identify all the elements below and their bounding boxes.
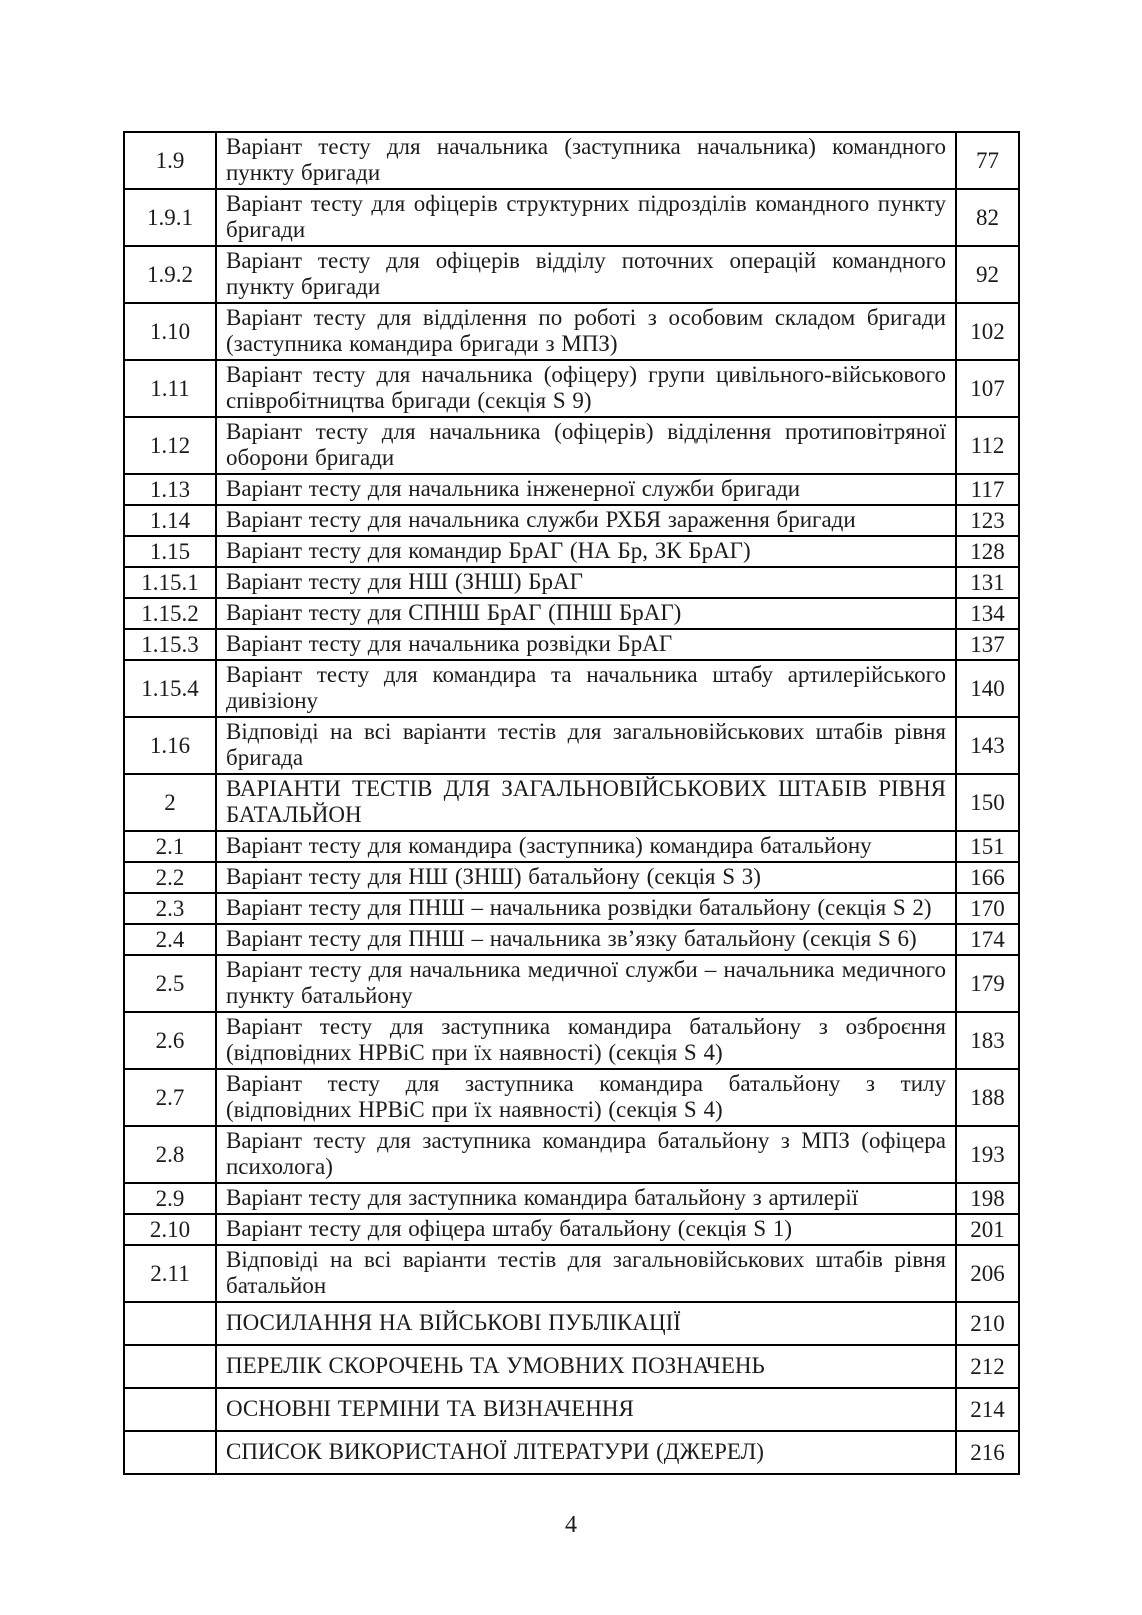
toc-row-page: 166 — [956, 862, 1019, 893]
toc-row-page: 117 — [956, 474, 1019, 505]
toc-row-page: 193 — [956, 1126, 1019, 1183]
toc-row-title: ОСНОВНІ ТЕРМІНИ ТА ВИЗНАЧЕННЯ — [216, 1388, 956, 1431]
toc-row-title: Відповіді на всі варіанти тестів для загальновійськових штабів рівня батальйон — [216, 1245, 956, 1302]
toc-row — [124, 1214, 1019, 1245]
toc-row-title: Варіант тесту для ПНШ – начальника зв’язку батальйону (секція S 6) — [216, 924, 956, 955]
toc-row-number: 1.15.3 — [124, 629, 216, 660]
toc-row-title: Варіант тесту для начальника (офіцеру) групи цивільного-військового співробітництва бригади (секція S 9) — [216, 360, 956, 417]
toc-row — [124, 567, 1019, 598]
toc-row — [124, 1012, 1019, 1069]
toc-row — [124, 189, 1019, 246]
toc-row-number: 1.9 — [124, 132, 216, 189]
toc-row-number: 2 — [124, 774, 216, 831]
toc-row-number: 2.5 — [124, 955, 216, 1012]
toc-row-title: ПЕРЕЛІК СКОРОЧЕНЬ ТА УМОВНИХ ПОЗНАЧЕНЬ — [216, 1345, 956, 1388]
toc-row — [124, 924, 1019, 955]
toc-row-page: 82 — [956, 189, 1019, 246]
toc-row-number — [124, 1388, 216, 1431]
toc-row-title: Варіант тесту для начальника (заступника начальника) командного пункту бригади — [216, 132, 956, 189]
toc-row — [124, 474, 1019, 505]
toc-row-number: 2.7 — [124, 1069, 216, 1126]
toc-row-title: Варіант тесту для НШ (ЗНШ) БрАГ — [216, 567, 956, 598]
toc-row — [124, 774, 1019, 831]
toc-row — [124, 132, 1019, 189]
toc-row-page: 206 — [956, 1245, 1019, 1302]
toc-row-title: Варіант тесту для командир БрАГ (НА Бр, ЗК БрАГ) — [216, 536, 956, 567]
toc-row-number: 2.6 — [124, 1012, 216, 1069]
toc-row-number — [124, 1345, 216, 1388]
toc-row-title: Варіант тесту для командира та начальника штабу артилерійського дивізіону — [216, 660, 956, 717]
toc-row-number — [124, 1302, 216, 1345]
toc-row-number: 2.2 — [124, 862, 216, 893]
toc-row-page: 112 — [956, 417, 1019, 474]
toc-row — [124, 955, 1019, 1012]
toc-row — [124, 536, 1019, 567]
toc-row-number: 1.15.1 — [124, 567, 216, 598]
toc-row — [124, 1183, 1019, 1214]
toc-row-page: 134 — [956, 598, 1019, 629]
toc-row-number: 1.12 — [124, 417, 216, 474]
toc-row-title: Варіант тесту для начальника інженерної служби бригади — [216, 474, 956, 505]
toc-row-title: Варіант тесту для офіцера штабу батальйону (секція S 1) — [216, 1214, 956, 1245]
toc-row — [124, 246, 1019, 303]
toc-row-page: 188 — [956, 1069, 1019, 1126]
toc-row — [124, 505, 1019, 536]
toc-row-page: 150 — [956, 774, 1019, 831]
toc-row — [124, 1431, 1019, 1474]
toc-row-title: Варіант тесту для відділення по роботі з особовим складом бригади (заступника командира бригади з МПЗ) — [216, 303, 956, 360]
toc-row-page: 174 — [956, 924, 1019, 955]
toc-table-body — [124, 132, 1019, 1474]
toc-row-title: Варіант тесту для заступника командира батальйону з МПЗ (офіцера психолога) — [216, 1126, 956, 1183]
toc-row-number: 2.9 — [124, 1183, 216, 1214]
toc-row-title: Варіант тесту для офіцерів відділу поточних операцій командного пункту бригади — [216, 246, 956, 303]
toc-row-page: 210 — [956, 1302, 1019, 1345]
toc-row — [124, 1345, 1019, 1388]
toc-row-title: Варіант тесту для ПНШ – начальника розвідки батальйону (секція S 2) — [216, 893, 956, 924]
toc-row — [124, 717, 1019, 774]
page-number: 4 — [565, 1512, 577, 1538]
toc-row-title: ПОСИЛАННЯ НА ВІЙСЬКОВІ ПУБЛІКАЦІЇ — [216, 1302, 956, 1345]
toc-row-number: 2.10 — [124, 1214, 216, 1245]
toc-row — [124, 629, 1019, 660]
toc-row-title: Варіант тесту для заступника командира батальйону з озброєння (відповідних НРВіС при їх наявності) (секція S 4) — [216, 1012, 956, 1069]
toc-row-number: 2.8 — [124, 1126, 216, 1183]
toc-row-page: 137 — [956, 629, 1019, 660]
toc-row-title: Варіант тесту для заступника командира батальйону з тилу (відповідних НРВіС при їх наявності) (секція S 4) — [216, 1069, 956, 1126]
toc-row-page: 201 — [956, 1214, 1019, 1245]
toc-row-title: Варіант тесту для начальника розвідки БрАГ — [216, 629, 956, 660]
toc-row-number: 1.14 — [124, 505, 216, 536]
toc-row-page: 198 — [956, 1183, 1019, 1214]
toc-row-number: 2.3 — [124, 893, 216, 924]
toc-row-title: Варіант тесту для заступника командира батальйону з артилерії — [216, 1183, 956, 1214]
toc-row-number: 2.4 — [124, 924, 216, 955]
toc-row — [124, 862, 1019, 893]
toc-row-number: 1.16 — [124, 717, 216, 774]
toc-row — [124, 893, 1019, 924]
toc-row — [124, 598, 1019, 629]
toc-row — [124, 1245, 1019, 1302]
toc-row-page: 216 — [956, 1431, 1019, 1474]
toc-row — [124, 303, 1019, 360]
toc-row — [124, 660, 1019, 717]
toc-row-page: 214 — [956, 1388, 1019, 1431]
toc-row-page: 170 — [956, 893, 1019, 924]
toc-row-title: Варіант тесту для начальника служби РХБЯ зараження бригади — [216, 505, 956, 536]
toc-row-page: 212 — [956, 1345, 1019, 1388]
toc-row-page: 123 — [956, 505, 1019, 536]
toc-row-number: 1.13 — [124, 474, 216, 505]
toc-row-title: Варіант тесту для НШ (ЗНШ) батальйону (секція S 3) — [216, 862, 956, 893]
table-of-contents — [123, 131, 1020, 1475]
toc-row — [124, 417, 1019, 474]
toc-row-number: 1.9.1 — [124, 189, 216, 246]
toc-row-title: Варіант тесту для СПНШ БрАГ (ПНШ БрАГ) — [216, 598, 956, 629]
toc-row-page: 140 — [956, 660, 1019, 717]
toc-row-number: 1.15.2 — [124, 598, 216, 629]
toc-row-title: Варіант тесту для начальника медичної служби – начальника медичного пункту батальйону — [216, 955, 956, 1012]
toc-row-page: 92 — [956, 246, 1019, 303]
toc-row — [124, 360, 1019, 417]
toc-row-number — [124, 1431, 216, 1474]
toc-row-page: 77 — [956, 132, 1019, 189]
toc-row-title: СПИСОК ВИКОРИСТАНОЇ ЛІТЕРАТУРИ (ДЖЕРЕЛ) — [216, 1431, 956, 1474]
toc-row-page: 128 — [956, 536, 1019, 567]
toc-row-number: 1.15.4 — [124, 660, 216, 717]
toc-row-title: ВАРІАНТИ ТЕСТІВ ДЛЯ ЗАГАЛЬНОВІЙСЬКОВИХ ШТАБІВ РІВНЯ БАТАЛЬЙОН — [216, 774, 956, 831]
toc-row-page: 131 — [956, 567, 1019, 598]
toc-row-number: 2.1 — [124, 831, 216, 862]
toc-row — [124, 1388, 1019, 1431]
toc-row-page: 183 — [956, 1012, 1019, 1069]
toc-row-page: 143 — [956, 717, 1019, 774]
toc-row-title: Варіант тесту для командира (заступника) командира батальйону — [216, 831, 956, 862]
toc-row-title: Варіант тесту для офіцерів структурних підрозділів командного пункту бригади — [216, 189, 956, 246]
toc-row — [124, 1302, 1019, 1345]
toc-row-number: 1.15 — [124, 536, 216, 567]
toc-row-number: 1.9.2 — [124, 246, 216, 303]
toc-row-title: Відповіді на всі варіанти тестів для загальновійськових штабів рівня бригада — [216, 717, 956, 774]
toc-row-number: 1.10 — [124, 303, 216, 360]
toc-row-number: 2.11 — [124, 1245, 216, 1302]
toc-row-number: 1.11 — [124, 360, 216, 417]
toc-row-title: Варіант тесту для начальника (офіцерів) відділення протиповітряної оборони бригади — [216, 417, 956, 474]
toc-row-page: 151 — [956, 831, 1019, 862]
toc-row — [124, 1126, 1019, 1183]
toc-row-page: 107 — [956, 360, 1019, 417]
toc-row — [124, 831, 1019, 862]
toc-row-page: 102 — [956, 303, 1019, 360]
toc-row-page: 179 — [956, 955, 1019, 1012]
toc-row — [124, 1069, 1019, 1126]
